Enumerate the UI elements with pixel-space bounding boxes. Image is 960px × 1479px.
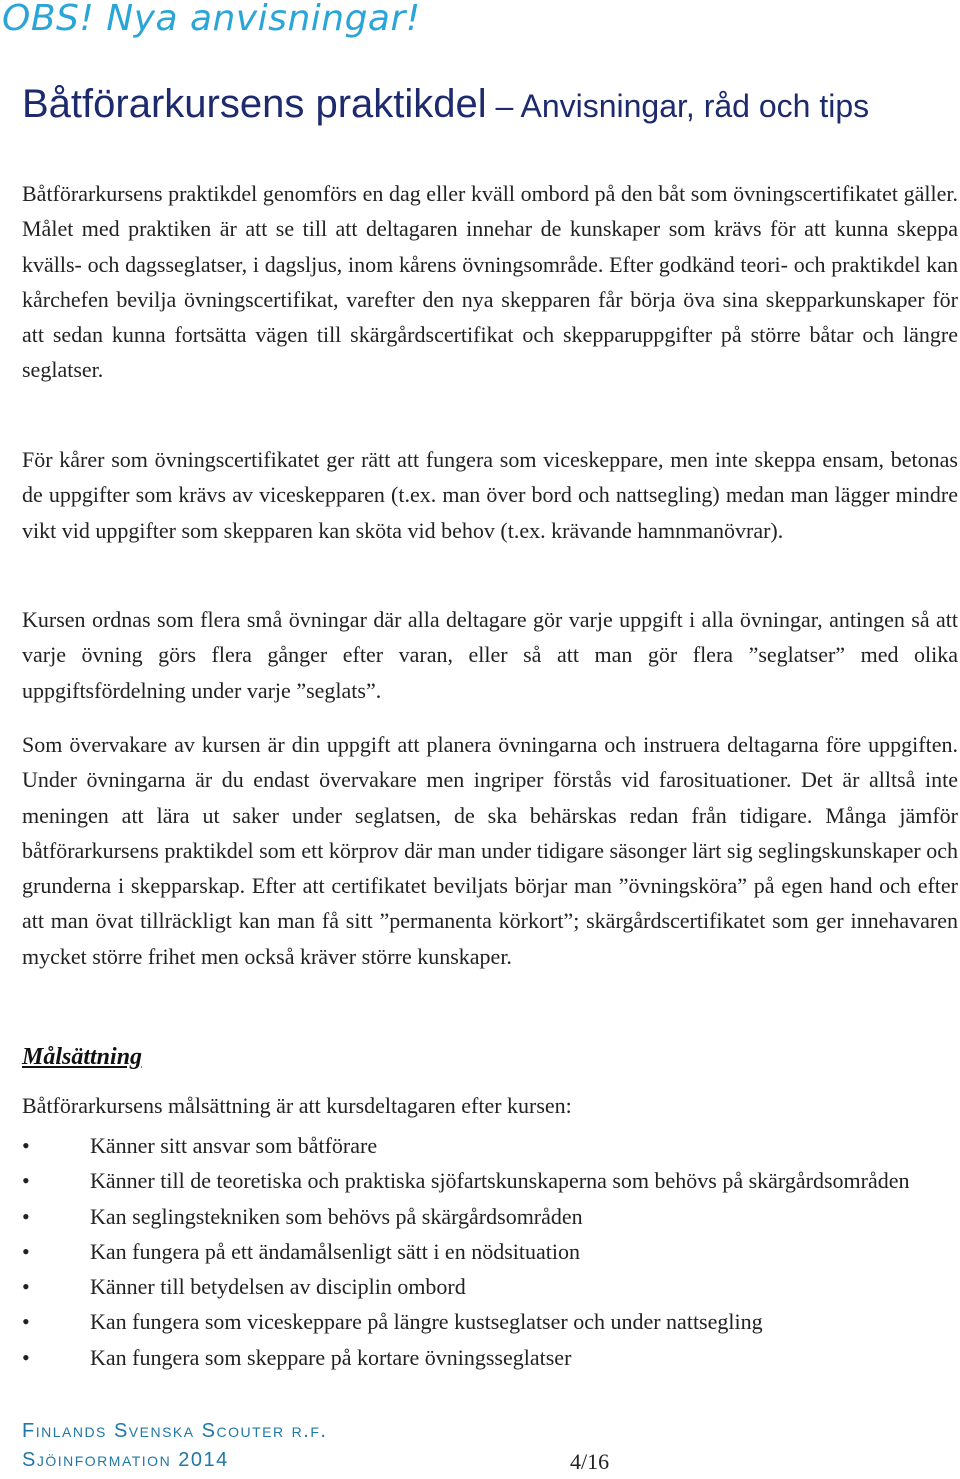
title-main: Båtförarkursens praktikdel [22,82,487,126]
notice-banner: OBS! Nya anvisningar! [2,0,421,39]
goal-item-text: Kan fungera på ett ändamålsenligt sätt i en nödsituation [90,1238,580,1264]
bullet-icon: • [22,1133,30,1158]
title-subtitle: Anvisningar, råd och tips [520,88,870,124]
footer-document-title: Sjöinformation 2014 [22,1449,229,1471]
paragraph-course-format: Kursen ordnas som flera små övningar där alla deltagare gör varje uppgift i alla övningar, antingen så att varje övning görs flera gånger efter varan, eller så att man gör flera ”seglatser” med olika uppgiftsfördelning under varje ”seglats”. [22,607,958,703]
bullet-icon: • [22,1309,30,1335]
goal-item-text: Kan seglingstekniken som behövs på skärgårdsområden [90,1203,583,1229]
goal-item [22,1199,958,1234]
goal-item [22,1304,958,1339]
goal-item-text: Känner till de teoretiska och praktiska sjöfartskunskaperna som behövs på skärgårdsområden [90,1168,910,1194]
paragraph-intro: Båtförarkursens praktikdel genomförs en dag eller kväll ombord på den båt som övningscertifikatet gäller. Målet med praktiken är att se till att deltagaren innehar de kunskaper som krävs för att kunna skeppa kvälls- och dagsseglatser, i dagsljus, inom kårens övningsområde. Efter godkänd teori- och praktikdel kan kårchefen bevilja övningscertifikat, varefter den nya skepparen får börja öva sina skepparkunskaper för att sedan kunna fortsätta vägen till skärgårdscertifikat och skepparuppgifter på större båtar och längre seglatser. [22,181,958,383]
paragraph-supervisor: Som övervakare av kursen är din uppgift att planera övningarna och instruera deltagarna före uppgiften. Under övningarna är du endast övervakare men ingriper förstås vid farosituationer. Det är alltså inte meningen att lära ut saker under seglatsen, de ska behärskas redan från tidigare. Många jämför båtförarkursens praktikdel som ett körprov där man under tidigare säsonger lärt sig seglingskunskaper och grunderna i skepparskap. Efter att certifikatet beviljats börjar man ”övningsköra” på egen hand och efter att man övat tillräckligt kan man få sitt ”permanenta körkort”; skärgårdscertifikatet som ger innehavaren mycket större frihet men också kräver större kunskaper. [22,732,958,969]
paragraph-vice-skipper: För kårer som övningscertifikatet ger rätt att fungera som viceskeppare, men inte skeppa ensam, betonas de uppgifter som krävs av viceskepparen (t.ex. man över bord och nattsegling) medan man lägger mindre vikt vid uppgifter som skepparen kan sköta vid behov (t.ex. krävande hamnmanövrar). [22,447,958,543]
page-title [22,82,869,127]
goal-item [22,1269,958,1304]
page-number: 4/16 [570,1449,610,1474]
goals-intro: Båtförarkursens målsättning är att kursdeltagaren efter kursen: [22,1093,572,1118]
bullet-icon: • [22,1274,30,1300]
goals-list [22,1128,958,1375]
title-dash: – [486,88,521,124]
bullet-icon: • [22,1203,30,1229]
goal-item-text: Känner sitt ansvar som båtförare [90,1133,378,1158]
goal-item-text: Kan fungera som skeppare på kortare övningsseglatser [90,1344,572,1370]
footer-organization: Finlands Svenska Scouter r.f. [22,1420,328,1442]
goal-item [22,1163,958,1198]
goals-heading: Målsättning [22,1044,143,1070]
bullet-icon: • [22,1168,30,1194]
goal-item [22,1234,958,1269]
goal-item-text: Kan fungera som viceskeppare på längre kustseglatser och under nattsegling [90,1309,763,1335]
bullet-icon: • [22,1344,30,1370]
goal-item [22,1128,958,1163]
goal-item [22,1340,958,1375]
bullet-icon: • [22,1238,30,1264]
goal-item-text: Känner till betydelsen av disciplin ombord [90,1274,466,1300]
